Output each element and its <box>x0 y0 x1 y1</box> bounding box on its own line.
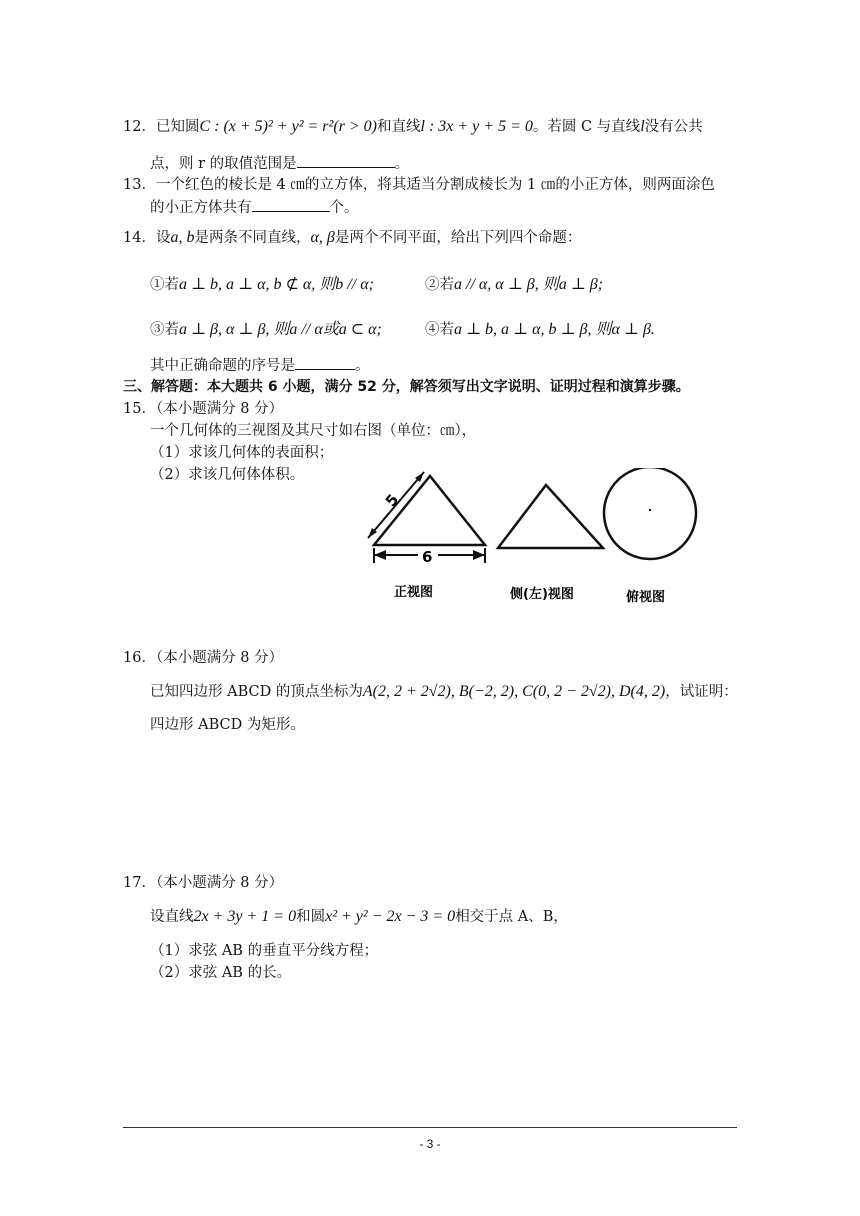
q14-proposition-3: ③若a ⊥ β, α ⊥ β, 则a // α或a ⊂ α; <box>150 321 382 338</box>
front-view-label: 正视图 <box>394 585 434 600</box>
side-view-triangle <box>498 485 603 548</box>
q16-number: 16． <box>123 650 156 666</box>
top-view <box>604 468 696 605</box>
q13-line2: 的小正方体共有 个。 <box>150 197 359 218</box>
q14-proposition-4: ④若a ⊥ b, a ⊥ α, b ⊥ β, 则α ⊥ β. <box>425 321 655 338</box>
side-view-label: 侧(左)视图 <box>510 587 574 602</box>
q15-sub1: （1）求该几何体的表面积； <box>150 445 334 461</box>
q14-line1: 14．设a, b是两条不同直线，α, β是两个不同平面，给出下列四个命题： <box>123 229 582 246</box>
side-view <box>498 485 603 602</box>
q15-sub2: （2）求该几何体体积。 <box>150 467 305 483</box>
q12-line-equation: l : 3x + y + 5 = 0 <box>420 118 533 135</box>
q14-proposition-2: ②若a // α, α ⊥ β, 则a ⊥ β; <box>425 276 604 293</box>
q14-proposition-1: ①若a ⊥ b, a ⊥ α, b ⊄ α, 则b // α; <box>150 276 374 293</box>
q14-number: 14． <box>123 230 156 246</box>
q17-line-equation: 2x + 3y + 1 = 0 <box>193 908 297 925</box>
q17-sub2: （2）求弦 AB 的长。 <box>150 965 292 981</box>
q12-circle-equation: C : (x + 5)² + y² = r²(r > 0) <box>199 118 377 135</box>
q13-number: 13． <box>123 177 156 193</box>
three-view-figure <box>360 468 730 613</box>
q17-header: 17．（本小题满分 8 分） <box>123 875 284 891</box>
q12-answer-blank[interactable] <box>297 153 395 168</box>
q14-ask: 其中正确命题的序号是 。 <box>150 355 370 376</box>
q16-header: 16．（本小题满分 8 分） <box>123 650 284 666</box>
base-arrow-left <box>374 550 386 560</box>
q16-line1: 已知四边形 ABCD 的顶点坐标为A(2, 2 + 2√2), B(−2, 2), C(0, 2 − 2√2), D(4, 2)，试证明： <box>150 683 738 700</box>
q12-line1: 12．已知圆C : (x + 5)² + y² = r²(r > 0)和直线l : 3x + y + 5 = 0。若圆 C 与直线l没有公共 <box>123 118 703 135</box>
q14-answer-blank[interactable] <box>295 355 355 370</box>
footer-rule <box>123 1127 737 1128</box>
q13-answer-blank[interactable] <box>252 197 330 212</box>
q15-line1: 一个几何体的三视图及其尺寸如右图（单位：㎝）， <box>150 423 477 439</box>
q16-coordinates: A(2, 2 + 2√2), B(−2, 2), C(0, 2 − 2√2), D(4, 2) <box>362 683 666 700</box>
section-3-heading: 三、解答题：本大题共 6 小题，满分 52 分，解答须写出文字说明、证明过程和演算步骤。 <box>123 379 690 395</box>
page-number: - 3 - <box>419 1137 441 1151</box>
top-view-circle <box>604 468 696 559</box>
q12-number: 12． <box>123 119 156 135</box>
q17-number: 17． <box>123 875 156 891</box>
q12-line2: 点，则 r 的取值范围是 。 <box>150 153 409 174</box>
base-dimension-label: 6 <box>422 548 433 566</box>
top-view-label: 俯视图 <box>626 590 666 605</box>
q17-circle-equation: x² + y² − 2x − 3 = 0 <box>325 908 456 925</box>
q15-number: 15． <box>123 401 156 417</box>
base-arrow-right <box>473 550 485 560</box>
q17-line1: 设直线2x + 3y + 1 = 0和圆x² + y² − 2x − 3 = 0相交于点 A、B， <box>150 908 568 925</box>
front-view <box>368 472 485 600</box>
q15-header: 15．（本小题满分 8 分） <box>123 401 284 417</box>
q16-line2: 四边形 ABCD 为矩形。 <box>150 717 305 733</box>
q13-line1: 13．一个红色的棱长是 4 ㎝的立方体，将其适当分割成棱长为 1 ㎝的小正方体，则两面涂色 <box>123 177 715 193</box>
slant-dimension-label: 5 <box>381 490 403 511</box>
top-view-center-dot <box>649 509 651 511</box>
q17-sub1: （1）求弦 AB 的垂直平分线方程； <box>150 943 379 959</box>
